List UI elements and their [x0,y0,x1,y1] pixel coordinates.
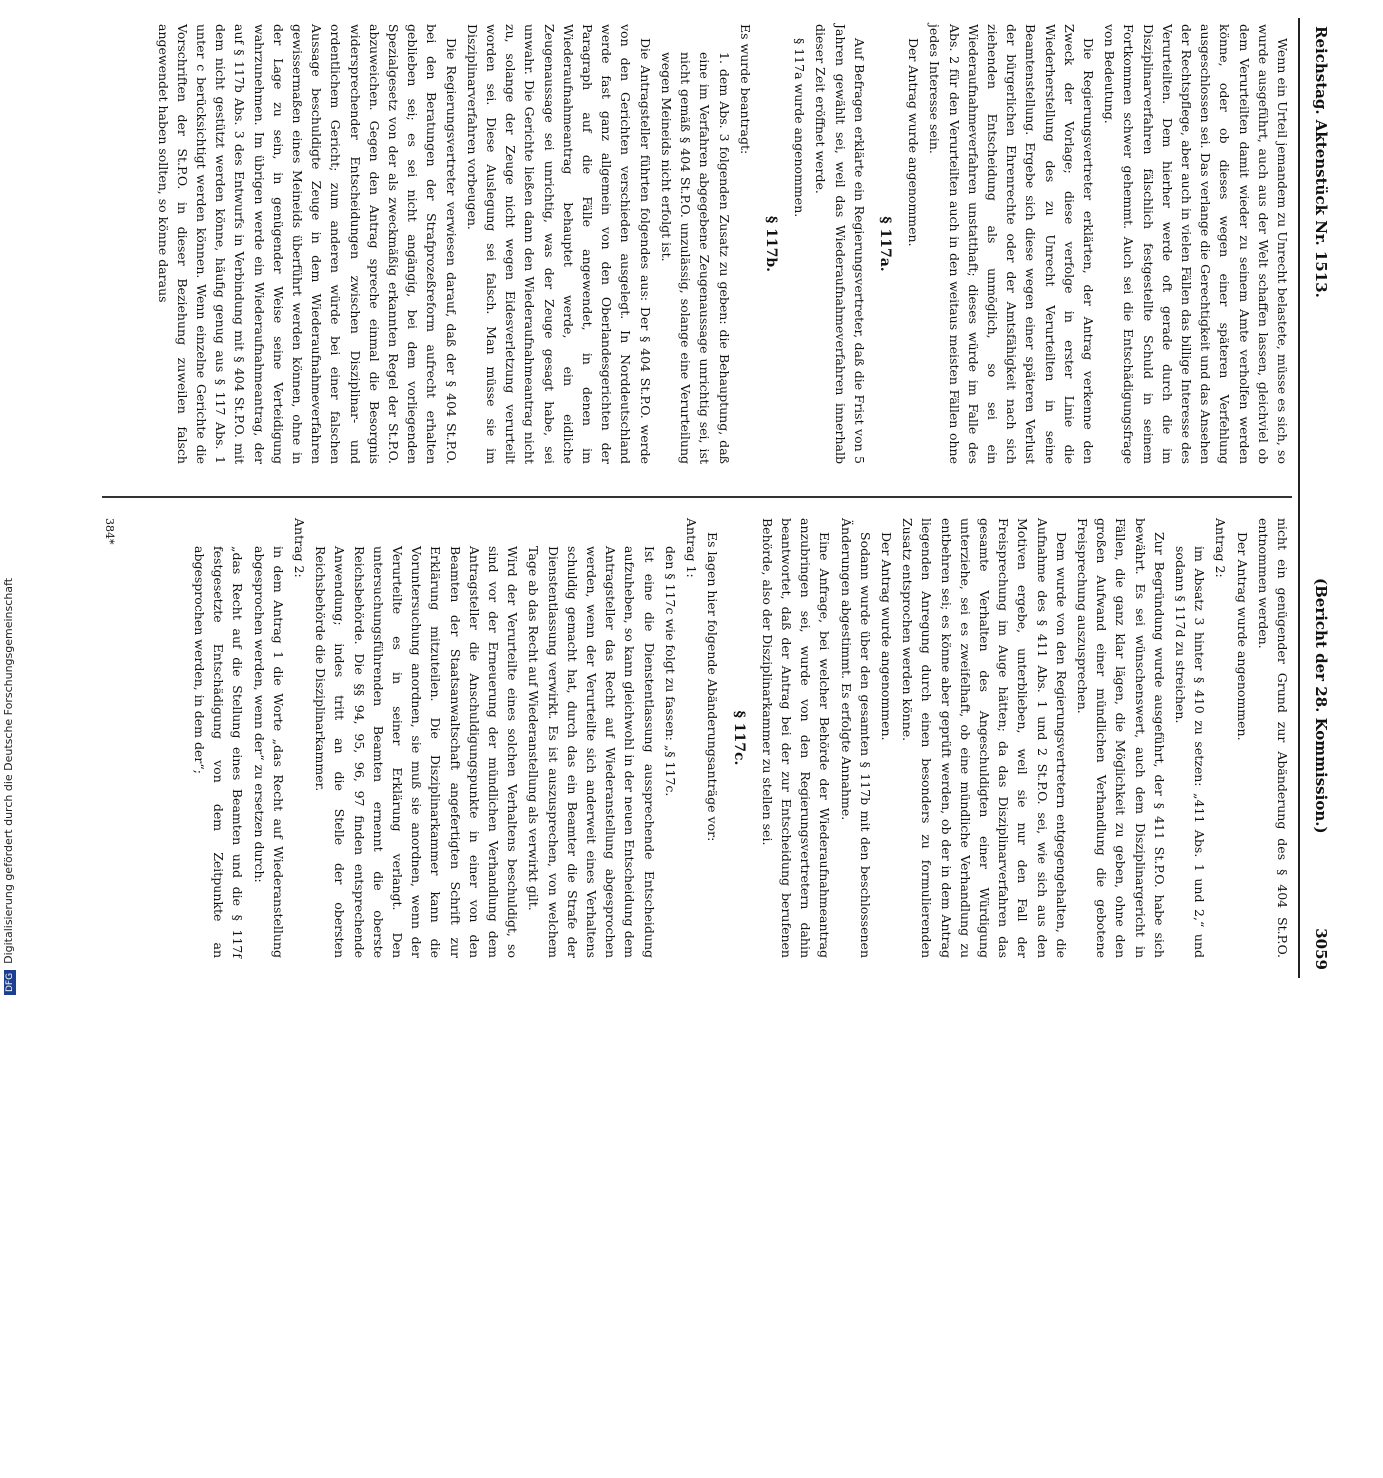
paragraph: „das Recht auf die Stellung eines Beamten und die § 117f festgesetzte Entschädigung von dem Zeitpunkte an abgesprochen werden, in dem der“; [192,546,246,958]
column-divider [102,496,1292,498]
paragraph: Es lagen hier folgende Abänderungsanträge vor: [705,532,721,842]
paragraph: § 117a wurde angenommen. [792,38,808,218]
credit-sidebar [0,0,24,1000]
paragraph: Ist eine die Dienstentlassung aussprechende Entscheidung aufzuheben, so kann gleichwohl in der neuen Entscheidung dem Antragsteller das Recht auf Wiederanstellung abgesprochen werden, wenn der Verurteilte sich anderweit eines Verhaltens schuldig gemacht hat, durch das ein Beamter die Strafe der Dienstentlassung verwirkt. Es ist auszusprechen, von welchem Tage ab das Recht auf Wiederanstellung als verwirkt gilt. [526,546,657,958]
paragraph: im Absatz 3 hinter § 410 zu setzen: „411 Abs. 1 und 2,“ und sodann § 117d zu streichen. [1172,546,1208,958]
section-heading: § 117b. [762,215,779,273]
paragraph: Antrag 2: [292,518,308,578]
credit-text: Digitalisierung gefördert durch die Deutsche Forschungsgemeinschaft [2,577,15,964]
rotated-document [90,18,1340,978]
paragraph: Der Antrag wurde angenommen. [1234,532,1250,741]
header-title: Reichstag. Aktenstück Nr. 1513. [1312,26,1330,298]
paragraph: Die Regierungsvertreter erklärten, der Antrag verkenne den Zweck der Vorlage; diese verfolge in erster Linie die Wiederherstellung des zu Unrecht Verurteilten in seine Beamtenstellung. Ergebe sich diese wegen einer späteren Verlust der bürgerlichen Ehrenrechte oder der Amtsfähigkeit nach sich ziehenden Entscheidung als unmöglich, so sei ein Wiederaufnahmeverfahren unstatthaft; dieses würde im Falle des Abs. 2 für den Verurteilten auch in den weitaus meisten Fällen ohne jedes Interesse sein. [927,24,1096,464]
paragraph: Zur Begründung wurde ausgeführt, der § 411 St.P.O. habe sich bewährt. Es sei wünschenswert, auch dem Disziplinargericht in Fällen, die ganz klar lägen, die Möglichkeit zu geben, ohne den großen Aufwand einer mündlichen Verhandlung die gebotene Freisprechung auszusprechen. [1074,518,1167,958]
header-subtitle: (Bericht der 28. Kommission.) [1312,578,1330,834]
section-heading: § 117c. [730,710,747,766]
paragraph: nicht ein genügender Grund zur Abänderung des § 404 St.P.O. entnommen werden. [1255,518,1290,958]
paragraph: 1. dem Abs. 3 folgenden Zusatz zu geben: die Behauptung, daß eine im Verfahren abgegebene Zeugenaussage unrichtig sei, ist nicht gemäß § 404 St.P.O. unzulässig, solange eine Verurteilung wegen Meineids nicht erfolgt ist. [658,52,732,464]
paragraph: Wenn ein Urteil jemandem zu Unrecht belastete, müsse es sich, so wurde ausgeführt, auch aus der Welt schaffen lassen, gleichviel ob dem Verurteilten damit wieder zu seinem Amte verholfen werden könne, oder ob dieses wegen einer späteren Verfehlung ausgeschlossen sei. Das verlange die Gerechtigkeit und das Ansehen der Rechtspflege, aber auch in vielen Fällen das billige Interesse des Verurteilten. Dem hierher werde oft gerade durch die im Disziplinarverfahren fälschlich festgestellte Schuld in seinem Fortkommen schwer gehemmt. Auch sei die Entschädigungsfrage von Bedeutung. [1102,24,1290,464]
page-header [1298,18,1340,978]
section-heading: § 117a. [876,216,893,272]
paragraph: den § 117c wie folgt zu fassen: „§ 117c. [662,546,678,797]
right-column [188,518,1292,958]
page-number: 3059 [1312,928,1330,970]
paragraph: in dem Antrag 1 die Worte „das Recht auf Wiederanstellung abgesprochen werden, wenn der“ zu ersetzen durch: [251,546,286,958]
paragraph: Der Antrag wurde angenommen. [878,532,894,741]
dfg-logo-icon: DFG [4,970,16,995]
paragraph: Antrag 2: [1213,518,1229,578]
paragraph: Der Antrag wurde angenommen. [906,38,922,247]
footer-mark: 384* [103,518,116,545]
paragraph: Eine Anfrage, bei welcher Behörde der Wiederaufnahmeantrag anzubringen sei, wurde von den Regierungsvertretern dahin beantwortet, daß der Antrag bei der zur Entscheidung berufenen Behörde, also der Disziplinarkammer zu stellen sei. [759,518,833,958]
paragraph: Die Regierungsvertreter verwiesen darauf, daß der § 404 St.P.O. bei den Beratungen der Strafprozeßreform aufrecht erhalten geblieben sei; es sei nicht angängig, bei dem vorliegenden Spezialgesetz von der als zweckmäßig erkannten Regel der St.P.O. abzuweichen. Gegen den Antrag spreche einmal die Besorgnis widersprechender Entscheidungen zwischen Disziplinar- und ordentlichem Gericht; zum anderen würde bei einer falschen Aussage beschuldigte Zeuge in dem Wiederaufnahmeverfahren gewissermaßen eines Meineids überführt werden können, ohne in der Lage zu sein, in genügender Weise seine Verteidigung wahrzunehmen. Im übrigen werde ein Wiederaufnahmeantrag, der auf § 117b Abs. 3 des Entwurfs in Verbindung mit § 404 St.P.O. mit dem nicht gestützt werden könne, häufig genug aus § 117 Abs. 1 unter c berücksichtigt werden können. Wenn einzelne Gerichte die Vorschriften der St.P.O. in dieser Beziehung zuweilen falsch angewendet haben sollten, so könne daraus [155,24,459,464]
paragraph: Antrag 1: [684,518,700,578]
credit-line [2,35,16,995]
paragraph: Wird der Verurteilte eines solchen Verhaltens beschuldigt, so sind vor der Erneuerung der mündlichen Verhandlung dem Antragsteller die Anschuldigungspunkte in einer von den Beamten der Staatsanwaltschaft angefertigten Schrift zur Erklärung mitzuteilen. Die Disziplinarkammer kann die Voruntersuchung anordnen, sie muß sie anordnen, wenn der Verurteilte es in seiner Erklärung verlangt. Den untersuchungsführenden Beamten ernennt die oberste Reichsbehörde. Die §§ 94, 95, 96, 97 finden entsprechende Anwendung; indes tritt an die Stelle der obersten Reichsbehörde die Disziplinarkammer. [313,546,521,958]
paragraph: Es wurde beantragt: [737,24,753,155]
paragraph: Sodann wurde über den gesamten § 117b mit den beschlossenen Änderungen abgestimmt. Es erfolgte Annahme. [838,518,873,958]
paragraph: Die Antragsteller führten folgendes aus: Der § 404 St.P.O. werde von den Gerichten verschieden ausgelegt. In Norddeutschland werde fast ganz allgemein von den Oberlandesgerichten der Paragraph auf die Fälle angewendet, in denen im Wiederaufnahmeantrag behauptet werde, ein eidliche Zeugenaussage sei unrichtig, was der Zeuge gesagt habe, sei unwahr. Die Gerichte ließen dann den Wiederaufnahmeantrag nicht zu, solange der Zeuge nicht wegen Eidesverletzung verurteilt worden sei. Diese Auslegung sei falsch. Man müsse sie im Disziplinarverfahren vorbeugen. [464,24,653,464]
left-column [151,24,1292,464]
paragraph: Dem wurde von den Regierungsvertretern entgegengehalten, die Aufnahme des § 411 Abs. 1 und 2 St.P.O. sei, wie sich aus den Motiven ergebe, unterblieben, weil sie nur den Fall der Freisprechung im Auge hätten; da das Disziplinarverfahren das gesamte Verhalten des Angeschuldigten einer Würdigung unterziehe, sei es zweifelhaft, ob eine mündliche Verhandlung zu entbehren sei; es könne aber geprüft werden, ob der in dem Antrag liegenden Anregung durch einen besonders zu formulierenden Zusatz entsprochen werden könne. [900,518,1069,958]
paragraph: Auf Befragen erklärte ein Regierungsvertreter, daß die Frist von 5 Jahren gewählt sei, weil das Wiederaufnahmeverfahren innerhalb dieser Zeit eröffnet werde. [813,24,867,464]
